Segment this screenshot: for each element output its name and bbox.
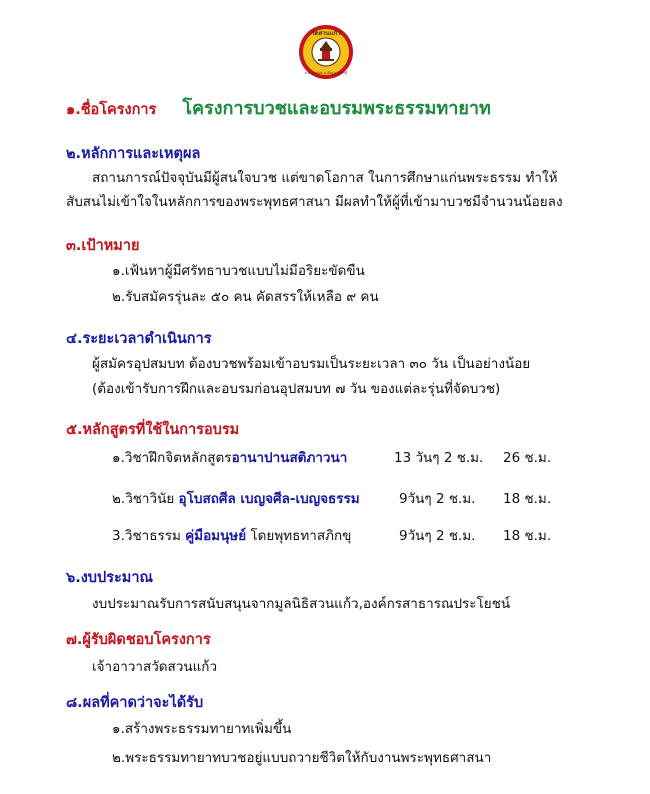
course-hours: 26 ช.ม. xyxy=(503,450,552,466)
course-days: 9วันๆ 2 ช.ม. xyxy=(399,491,476,507)
section-7-heading: ๗.ผู้รับผิดชอบโครงการ xyxy=(66,632,211,648)
section-4-line-1: ผู้สมัครอุปสมบท ต้องบวชพร้อมเข้าอบรมเป็นระยะเวลา ๓๐ วัน เป็นอย่างน้อย xyxy=(92,356,531,372)
logo-bottom-text: ต.บางรักน้อย อ.เมือง จ.นนทบุรี xyxy=(304,71,348,75)
result-item-2: ๒.พระธรรมทายาทบวชอยู่แบบถวายชีวิตให้กับงานพระพุทธศาสนา xyxy=(112,750,492,766)
section-6-line-1: งบประมาณรับการสนับสนุนจากมูลนิธิสวนแก้ว,องค์กรสาธารณประโยชน์ xyxy=(92,596,511,612)
section-2-line-2: สับสนไม่เข้าใจในหลักการของพระพุทธศาสนา มีผลทำให้ผู้ที่เข้ามาบวชมีจำนวนน้อยลง xyxy=(66,194,563,210)
result-item-1: ๑.สร้างพระธรรมทายาทเพิ่มขึ้น xyxy=(112,721,292,737)
course-highlight: อานาปานสติภาวนา xyxy=(231,450,348,466)
course-row xyxy=(112,446,347,468)
course-days: 9วันๆ 2 ช.ม. xyxy=(399,528,476,544)
course-prefix: ๒.วิชาวินัย xyxy=(112,491,179,507)
course-suffix: โดยพุทธทาสภิกขุ xyxy=(246,528,352,544)
course-highlight: คู่มือมนุษย์ xyxy=(185,528,247,544)
section-7-line-1: เจ้าอาวาสวัดสวนแก้ว xyxy=(92,659,218,675)
section-1-heading: ๑.ชื่อโครงการ xyxy=(66,102,157,118)
section-4-line-2: (ต้องเข้ารับการฝึกและอบรมก่อนอุปสมบท ๗ วัน ของแต่ละรุ่นที่จัดบวช) xyxy=(92,381,501,397)
temple-seal-icon xyxy=(298,24,354,80)
project-title: โครงการบวชและอบรมพระธรรมทายาท xyxy=(182,98,491,119)
course-days: 13 วันๆ 2 ช.ม. xyxy=(394,450,484,466)
course-hours: 18 ช.ม. xyxy=(503,491,552,507)
section-4-heading: ๔.ระยะเวลาดำเนินการ xyxy=(66,331,212,347)
section-2-line-1: สถานการณ์ปัจจุบันมีผู้สนใจบวช แต่ขาดโอกาส ในการศึกษาแก่นพระธรรม ทำให้ xyxy=(92,170,558,186)
course-row xyxy=(112,487,360,509)
course-hours: 18 ช.ม. xyxy=(503,528,552,544)
course-prefix: 3.วิชาธรรม xyxy=(112,528,186,544)
logo-top-text: วัดสวนแก้ว xyxy=(311,30,341,37)
goal-item-1: ๑.เฟ้นหาผู้มีศรัทธาบวชแบบไม่มีอริยะขัดขืน xyxy=(112,263,365,279)
project-title-row xyxy=(66,93,626,122)
goal-item-2: ๒.รับสมัครรุ่นละ ๕๐ คน คัดสรรให้เหลือ ๙ คน xyxy=(112,289,379,305)
section-5-heading: ๕.หลักสูตรที่ใช้ในการอบรม xyxy=(66,422,240,438)
section-2-heading: ๒.หลักการและเหตุผล xyxy=(66,146,201,162)
course-prefix: ๑.วิชาฝึกจิตหลักสูตร xyxy=(112,450,232,466)
section-6-heading: ๖.งบประมาณ xyxy=(66,570,153,586)
section-3-heading: ๓.เป้าหมาย xyxy=(66,238,140,254)
course-highlight: อุโบสถศีล เบญจศีล-เบญจธรรม xyxy=(178,491,360,507)
course-row xyxy=(112,524,351,546)
section-8-heading: ๘.ผลที่คาดว่าจะได้รับ xyxy=(66,695,204,711)
